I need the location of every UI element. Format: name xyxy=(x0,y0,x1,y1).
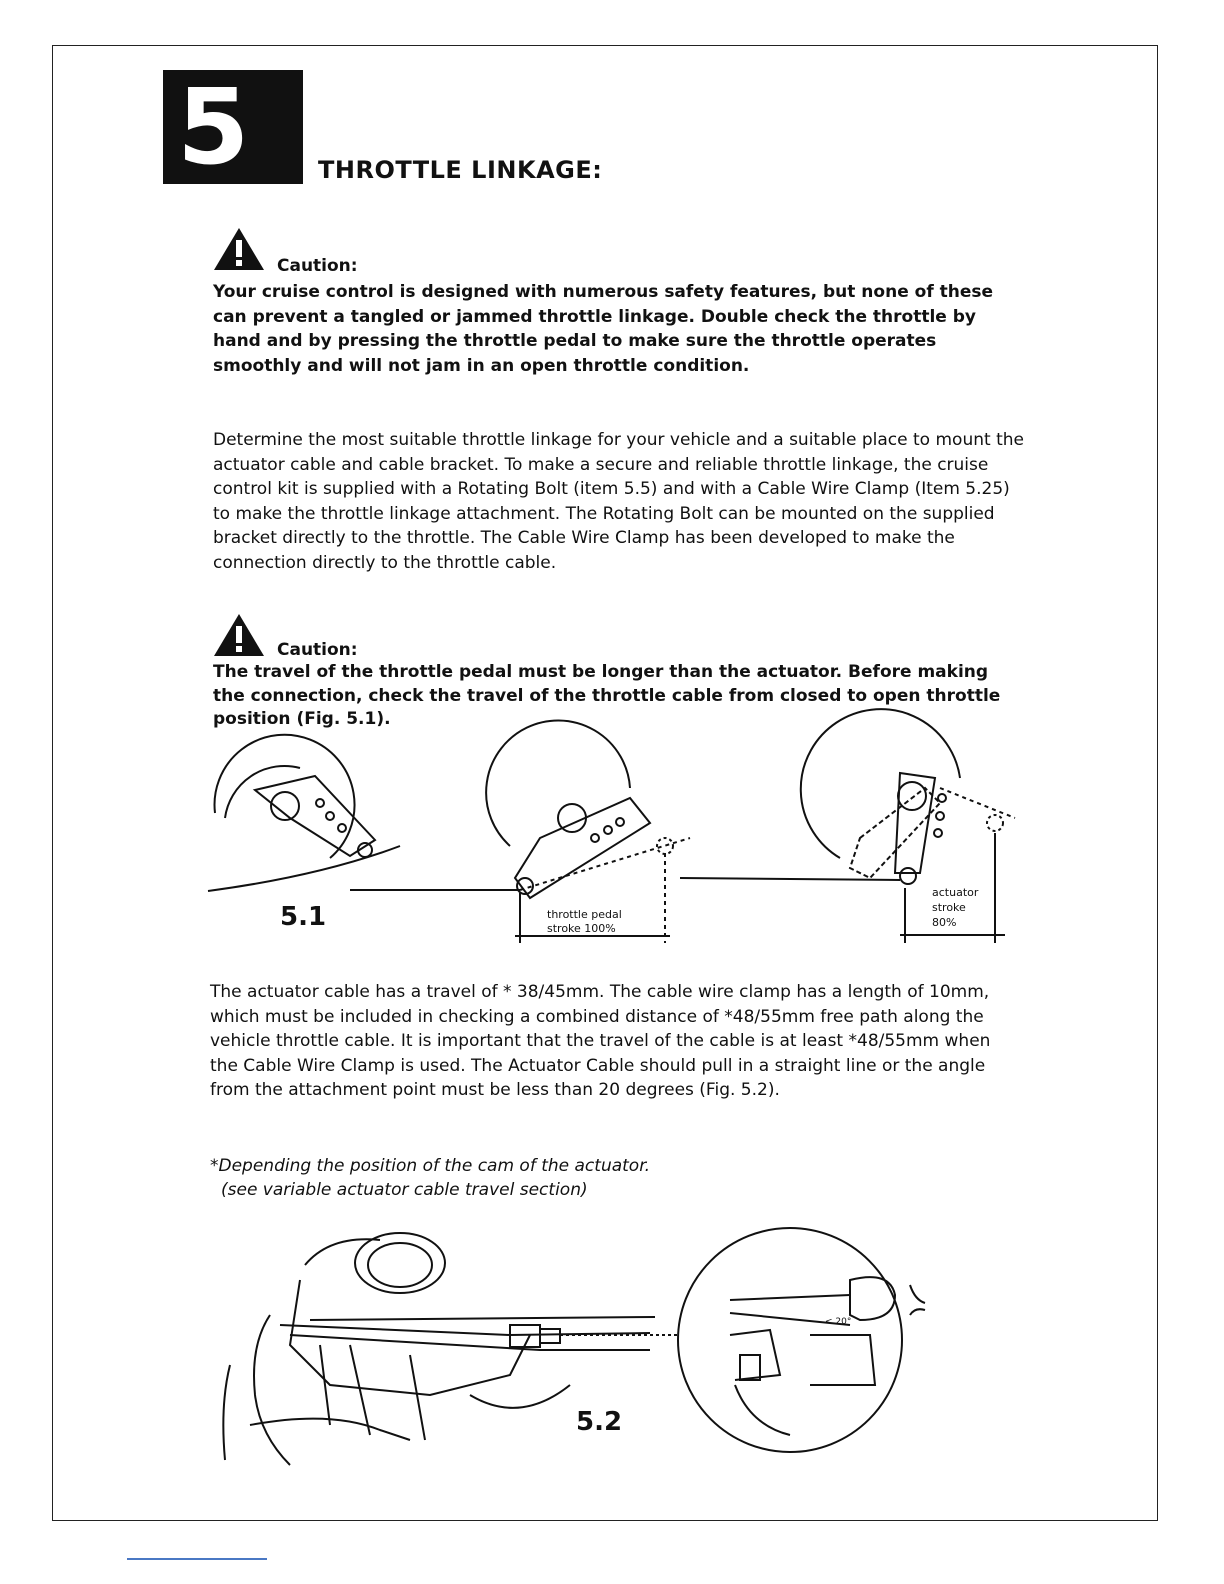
section-title: THROTTLE LINKAGE: xyxy=(318,156,603,184)
section-number-badge: 5 xyxy=(163,70,303,184)
footnote-line1: *Depending the position of the cam of the actuator. xyxy=(210,1156,651,1176)
pedal-stroke-label-line2: stroke 100% xyxy=(547,922,616,935)
intro-paragraph: Determine the most suitable throttle linkage for your vehicle and a suitable place to mount the actuator cable and cable bracket. To make a secure and reliable throttle linkage, the cruise control kit is supplied with a Rotating Bolt (item 5.5) and with a Cable Wire Clamp (Item 5.25) to make the throttle linkage attachment. The Rotating Bolt can be mounted on the supplied bracket directly to the throttle. The Cable Wire Clamp has been developed to make the connection directly to the throttle cable. xyxy=(213,430,1024,573)
caution-text: The travel of the throttle pedal must be longer than the actuator. Before making the connection, check the travel of the throttle cable from closed to open throttle position (Fig. 5.1). xyxy=(213,662,1001,729)
actuator-stroke-label-line1: actuator xyxy=(932,886,979,899)
angle-limit-label: < 20° xyxy=(825,1317,852,1327)
actuator-stroke-label-line3: 80% xyxy=(932,916,957,929)
page-footer-rule xyxy=(127,1558,267,1560)
warning-triangle-icon xyxy=(212,226,266,272)
actuator-stroke-label-line2: stroke xyxy=(932,901,966,914)
caution-text: Your cruise control is designed with numerous safety features, but none of these can prevent a tangled or jammed throttle linkage. Double check the throttle by hand and by pressing the throttle pedal to make sure the throttle operates smoothly and will not jam in an open throttle condition. xyxy=(213,282,994,376)
pedal-stroke-label-line1: throttle pedal xyxy=(547,908,622,921)
cable-paragraph: The actuator cable has a travel of * 38/45mm. The cable wire clamp has a length of 10mm, which must be included in checking a combined distance of *48/55mm free path along the vehicle throttle cable. It is important that the travel of the cable is at least *48/55mm when the Cable Wire Clamp is used. The Actuator Cable should pull in a straight line or the angle from the attachment point must be less than 20 degrees (Fig. 5.2). xyxy=(210,982,991,1100)
figure-5-2-label: 5.2 xyxy=(576,1407,623,1437)
warning-triangle-icon xyxy=(212,612,266,658)
caution-label: Caution: xyxy=(277,640,358,660)
caution-label: Caution: xyxy=(277,256,358,276)
figure-5-1-label: 5.1 xyxy=(280,902,327,932)
footnote-line2: (see variable actuator cable travel section) xyxy=(221,1180,588,1200)
